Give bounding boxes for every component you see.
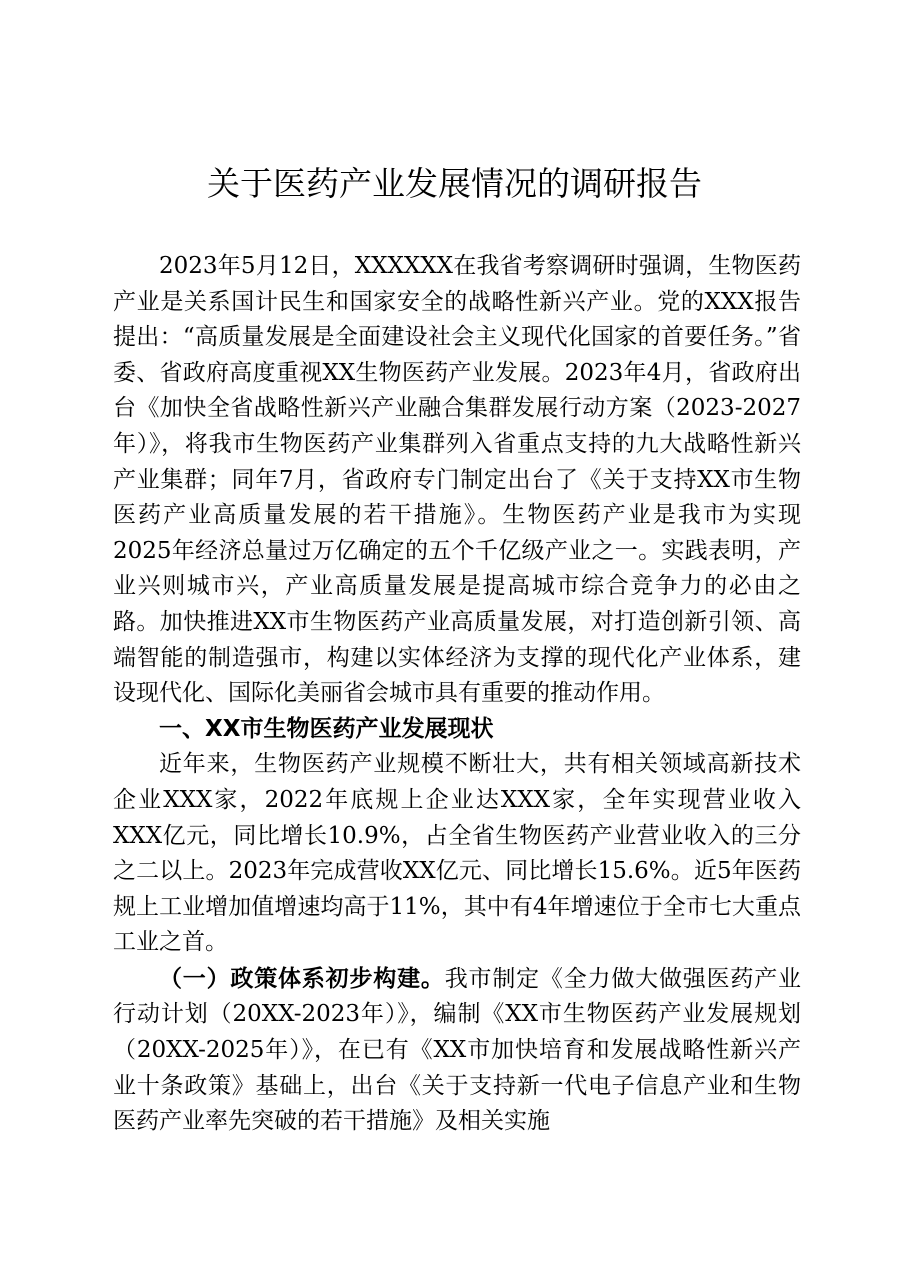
- status-paragraph: 近年来，生物医药产业规模不断壮大，共有相关领域高新技术企业XXX家，2022年底规上企业达XXX家，全年实现营业收入XXX亿元，同比增长10.9%，占全省生物医药产业营业收入的三分之二以上。2023年完成营收XX亿元、同比增长15.6%。近5年医药规上工业增加值增速均高于11%，其中有4年增速位于全市七大重点工业之首。: [113, 751, 801, 956]
- policy-paragraph: [113, 961, 801, 1140]
- section-heading: 一、XX市生物医药产业发展现状: [159, 715, 494, 742]
- intro-paragraph: 2023年5月12日，XXXXXX在我省考察调研时强调，生物医药产业是关系国计民生和国家安全的战略性新兴产业。党的XXX报告提出：“高质量发展是全面建设社会主义现代化国家的首要任务。”省委、省政府高度重视XX生物医药产业发展。2023年4月，省政府出台《加快全省战略性新兴产业融合集群发展行动方案（2023-2027年）》，将我市生物医药产业集群列入省重点支持的九大战略性新兴产业集群；同年7月，省政府专门制定出台了《关于支持XX市生物医药产业高质量发展的若干措施》。生物医药产业是我市为实现2025年经济总量过万亿确定的五个千亿级产业之一。实践表明，产业兴则城市兴，产业高质量发展是提高城市综合竞争力的必由之路。加快推进XX市生物医药产业高质量发展，对打造创新引领、高端智能的制造强市，构建以实体经济为支撑的现代化产业体系，建设现代化、国际化美丽省会城市具有重要的推动作用。: [113, 253, 801, 707]
- policy-paragraph-text: 我市制定《全力做大做强医药产业行动计划（20XX-2023年）》，编制《XX市生物医药产业发展规划（20XX-2025年）》，在已有《XX市加快培育和发展战略性新兴产业十条政策》基础上，出台《关于支持新一代电子信息产业和生物医药产业率先突破的若干措施》及相关实施: [113, 965, 802, 1135]
- subsection-lead: （一）政策体系初步构建。: [159, 964, 445, 992]
- document-title: 关于医药产业发展情况的调研报告: [207, 164, 702, 203]
- document-body: [113, 249, 801, 1140]
